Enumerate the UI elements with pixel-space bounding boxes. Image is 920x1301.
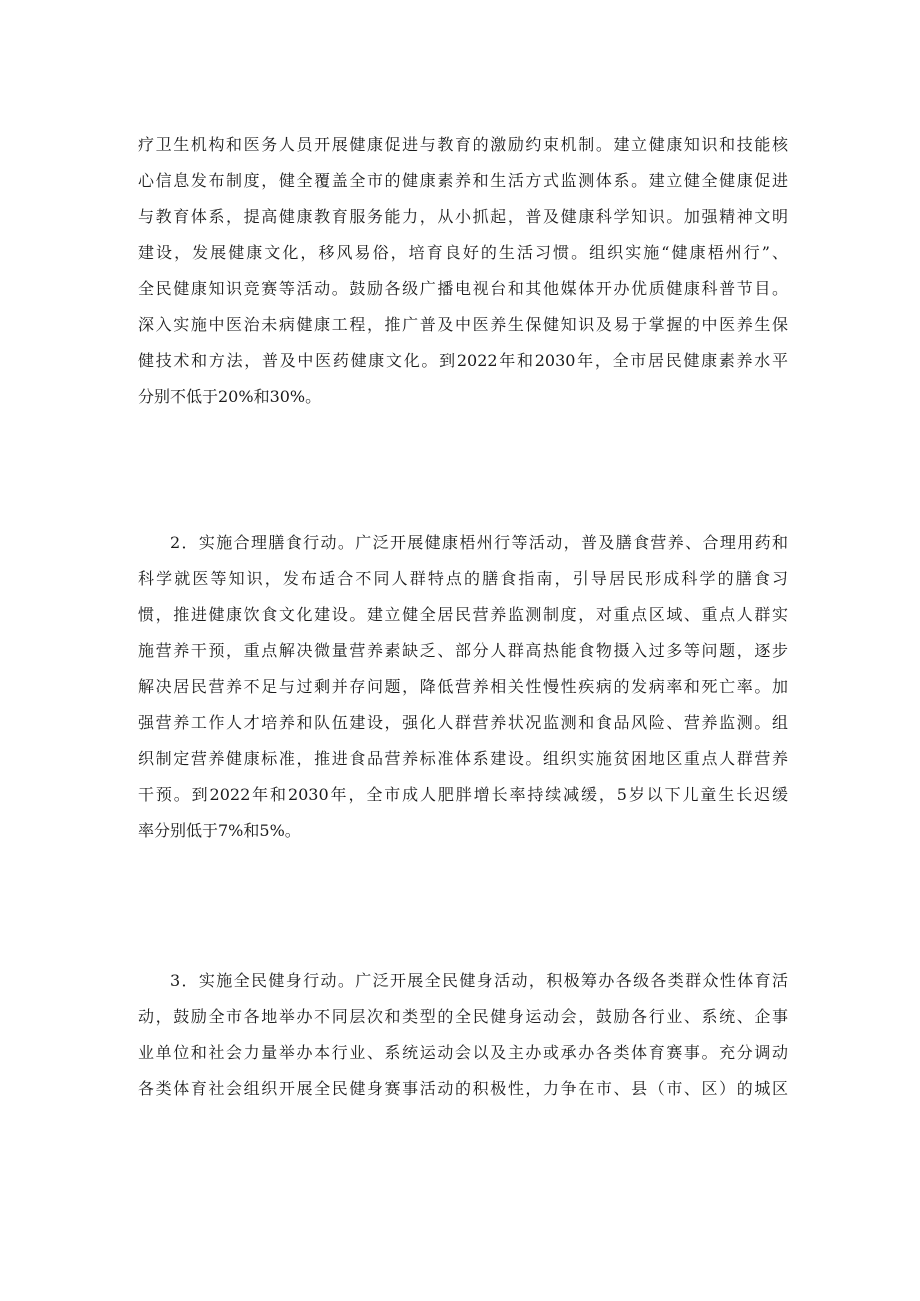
paragraph-health-education (138, 127, 788, 415)
text-line: 业单位和社会力量举办本行业、系统运动会以及主办或承办各类体育赛事。充分调动 (138, 1043, 788, 1062)
text-line: 与教育体系，提高健康教育服务能力，从小抓起，普及健康科学知识。加强精神文明 (138, 207, 788, 226)
text-line: 建设，发展健康文化，移风易俗，培育良好的生活习惯。组织实施“健康梧州行”、 (138, 243, 788, 262)
text-line: 2．实施合理膳食行动。广泛开展健康梧州行等活动，普及膳食营养、合理用药和 (170, 533, 788, 552)
text-line: 分别不低于20%和30%。 (138, 387, 322, 406)
text-line: 全民健康知识竞赛等活动。鼓励各级广播电视台和其他媒体开办优质健康科普节目。 (138, 279, 788, 298)
text-line: 深入实施中医治未病健康工程，推广普及中医养生保健知识及易于掌握的中医养生保 (138, 315, 788, 334)
text-line: 各类体育社会组织开展全民健身赛事活动的积极性，力争在市、县（市、区）的城区 (138, 1079, 788, 1098)
paragraph-diet-action (138, 525, 788, 849)
text-line: 织制定营养健康标准，推进食品营养标准体系建设。组织实施贫困地区重点人群营养 (138, 749, 788, 768)
text-line: 心信息发布制度，健全覆盖全市的健康素养和生活方式监测体系。建立健全健康促进 (138, 171, 788, 190)
text-line: 施营养干预，重点解决微量营养素缺乏、部分人群高热能食物摄入过多等问题，逐步 (138, 641, 788, 660)
paragraph-fitness-action (138, 963, 788, 1107)
text-line: 干预。到2022年和2030年，全市成人肥胖增长率持续减缓，5岁以下儿童生长迟缓 (138, 785, 788, 804)
text-line: 3．实施全民健身行动。广泛开展全民健身活动，积极筹办各级各类群众性体育活 (170, 971, 788, 990)
text-line: 率分别低于7%和5%。 (138, 821, 301, 840)
text-line: 健技术和方法，普及中医药健康文化。到2022年和2030年，全市居民健康素养水平 (138, 351, 788, 370)
text-line: 强营养工作人才培养和队伍建设，强化人群营养状况监测和食品风险、营养监测。组 (138, 713, 788, 732)
text-line: 惯，推进健康饮食文化建设。建立健全居民营养监测制度，对重点区域、重点人群实 (138, 605, 788, 624)
text-line: 科学就医等知识，发布适合不同人群特点的膳食指南，引导居民形成科学的膳食习 (138, 569, 788, 588)
text-line: 动，鼓励全市各地举办不同层次和类型的全民健身运动会，鼓励各行业、系统、企事 (138, 1007, 788, 1026)
text-line: 解决居民营养不足与过剩并存问题，降低营养相关性慢性疾病的发病率和死亡率。加 (138, 677, 788, 696)
text-line: 疗卫生机构和医务人员开展健康促进与教育的激励约束机制。建立健康知识和技能核 (138, 135, 788, 154)
